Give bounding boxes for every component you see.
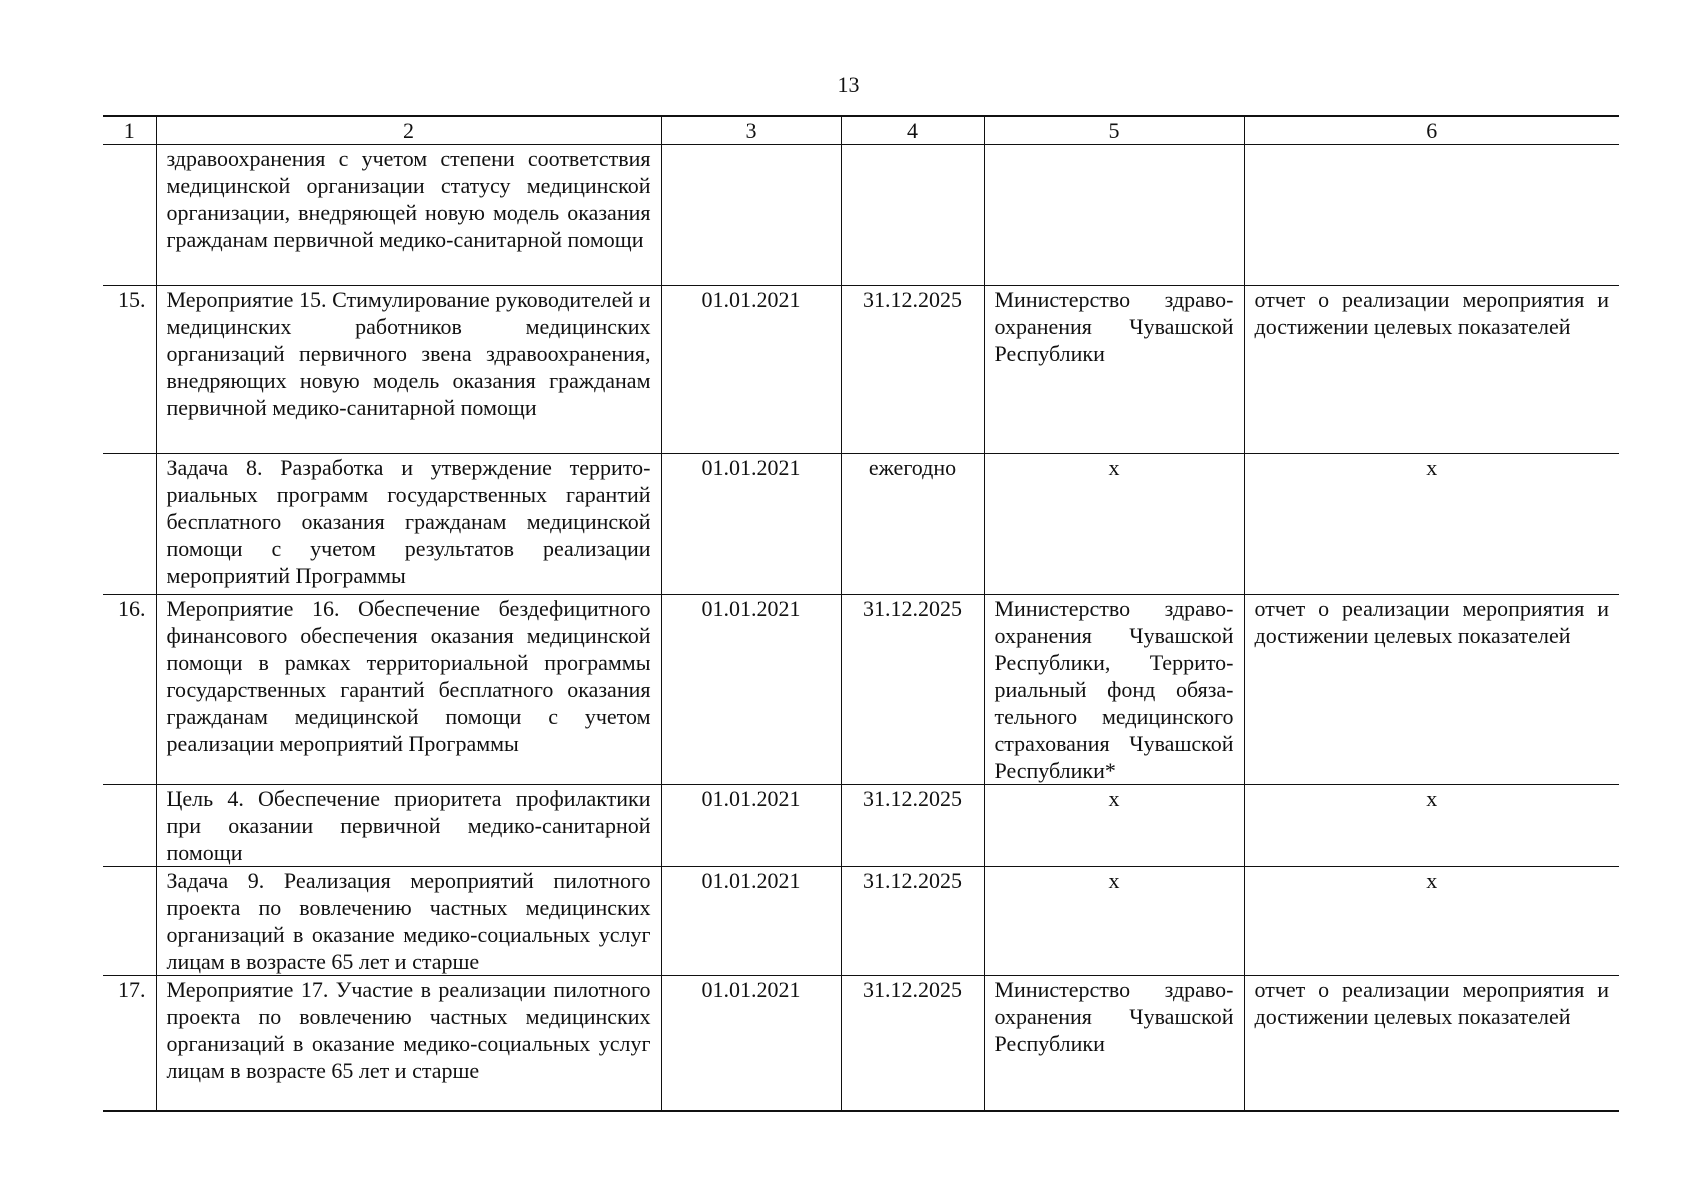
- table-row: [103, 785, 1619, 867]
- table-row: [103, 145, 1619, 286]
- column-header-6: 6: [1244, 116, 1619, 145]
- row-number: [103, 454, 156, 595]
- responsible-executor: х: [984, 867, 1244, 976]
- start-date: 01.01.2021: [661, 976, 841, 1111]
- end-date: 31.12.2025: [841, 595, 984, 785]
- responsible-executor: [984, 145, 1244, 286]
- table-row: [103, 867, 1619, 976]
- expected-result: х: [1244, 454, 1619, 595]
- task-description: Задача 9. Реализация мероприятий пилотного проекта по вовлечению частных медицинских организаций в оказание медико-социальных услуг лицам в возрасте 65 лет и старше: [156, 867, 661, 976]
- end-date: [841, 145, 984, 286]
- responsible-executor: х: [984, 785, 1244, 867]
- expected-result: отчет о реализации мероприятия и достижении целевых показателей: [1244, 286, 1619, 454]
- row-number: [103, 867, 156, 976]
- row-number: 16.: [103, 595, 156, 785]
- table-row: [103, 454, 1619, 595]
- column-header-3: 3: [661, 116, 841, 145]
- expected-result: отчет о реализации мероприятия и достижении целевых показателей: [1244, 595, 1619, 785]
- goal-description: Цель 4. Обеспечение приоритета профилактики при оказании первичной медико-санитарной помощи: [156, 785, 661, 867]
- end-date: 31.12.2025: [841, 785, 984, 867]
- task-description: Задача 8. Разработка и утверждение территориальных программ государственных гарантий бесплатного оказания гражданам медицинской помощи с учетом результатов реализации мероприятий Программы: [156, 454, 661, 595]
- start-date: 01.01.2021: [661, 785, 841, 867]
- row-number: 17.: [103, 976, 156, 1111]
- table-header-row: [103, 116, 1619, 145]
- row-number: [103, 785, 156, 867]
- measure-description: Мероприятие 16. Обеспечение бездефицитного финансового обеспечения оказания медицинской помощи в рамках территориальной программы государственных гарантий бесплатного оказания гражданам медицинской помощи с учетом реализации мероприятий Программы: [156, 595, 661, 785]
- expected-result: х: [1244, 785, 1619, 867]
- page-number: 13: [837, 72, 860, 97]
- measure-description: здравоохранения с учетом степени соответствия медицинской организации статусу медицинской организации, внедряющей новую модель оказания гражданам первичной медико-санитарной помощи: [156, 145, 661, 286]
- responsible-executor: Министерство здравоохранения Чувашской Республики: [984, 286, 1244, 454]
- responsible-executor: х: [984, 454, 1244, 595]
- start-date: 01.01.2021: [661, 595, 841, 785]
- table-row: [103, 595, 1619, 785]
- column-header-4: 4: [841, 116, 984, 145]
- start-date: 01.01.2021: [661, 286, 841, 454]
- end-date: 31.12.2025: [841, 976, 984, 1111]
- measure-description: Мероприятие 15. Стимулирование руководителей и медицинских работников медицинских организаций первичного звена здравоохранения, внедряющих новую модель оказания гражданам первичной медико-санитарной помощи: [156, 286, 661, 454]
- end-date: 31.12.2025: [841, 286, 984, 454]
- table-row: [103, 976, 1619, 1111]
- end-date: 31.12.2025: [841, 867, 984, 976]
- column-header-2: 2: [156, 116, 661, 145]
- expected-result: отчет о реализации мероприятия и достижении целевых показателей: [1244, 976, 1619, 1111]
- start-date: 01.01.2021: [661, 454, 841, 595]
- table-row: [103, 286, 1619, 454]
- measure-description: Мероприятие 17. Участие в реализации пилотного проекта по вовлечению частных медицинских организаций в оказание медико-социальных услуг лицам в возрасте 65 лет и старше: [156, 976, 661, 1111]
- start-date: [661, 145, 841, 286]
- expected-result: х: [1244, 867, 1619, 976]
- program-measures-table: [103, 115, 1619, 1112]
- row-number: [103, 145, 156, 286]
- responsible-executor: Министерство здравоохранения Чувашской Республики, Территориальный фонд обязательного медицинского страхования Чувашской Республики*: [984, 595, 1244, 785]
- start-date: 01.01.2021: [661, 867, 841, 976]
- responsible-executor: Министерство здравоохранения Чувашской Республики: [984, 976, 1244, 1111]
- end-date: ежегодно: [841, 454, 984, 595]
- row-number: 15.: [103, 286, 156, 454]
- column-header-5: 5: [984, 116, 1244, 145]
- expected-result: [1244, 145, 1619, 286]
- column-header-1: 1: [103, 116, 156, 145]
